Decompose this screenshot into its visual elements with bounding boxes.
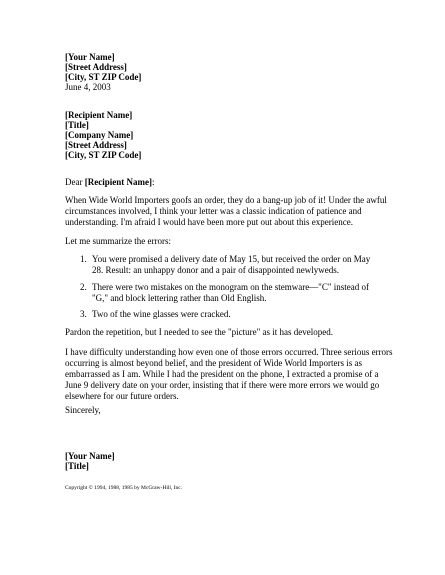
body-paragraph-1: When Wide World Importers goofs an order, they do a bang-up job of it! Under the awful circumstances involved, I think your letter was a classic indication of patience and understanding. I'm afraid I would have been more put out about this experience.: [65, 195, 387, 227]
salutation-suffix: :: [151, 177, 155, 187]
signature-name[interactable]: [Your Name]: [65, 451, 115, 461]
salutation-prefix: Dear: [65, 177, 85, 187]
recipient-name[interactable]: [Recipient Name]: [65, 110, 133, 120]
list-item-number: 1.: [80, 254, 87, 264]
salutation-recipient-name[interactable]: [Recipient Name]: [84, 177, 152, 187]
letter-date: June 4, 2003: [65, 82, 111, 92]
recipient-city[interactable]: [City, ST ZIP Code]: [65, 150, 142, 160]
signature-title[interactable]: [Title]: [65, 461, 89, 471]
list-item-text: You were promised a delivery date of May 15, but received the order on May 28. Result: an unhappy donor and a pair of disappointed newlyweds.: [92, 254, 371, 275]
list-item-number: 2.: [80, 282, 87, 292]
list-item-number: 3.: [80, 309, 87, 319]
salutation: [65, 177, 155, 187]
recipient-title[interactable]: [Title]: [65, 120, 89, 130]
sender-name[interactable]: [Your Name]: [65, 52, 115, 62]
list-item-text: Two of the wine glasses were cracked.: [92, 309, 231, 319]
closing: Sincerely,: [65, 405, 101, 415]
recipient-company[interactable]: [Company Name]: [65, 130, 134, 140]
recipient-street[interactable]: [Street Address]: [65, 140, 127, 150]
body-paragraph-3: Pardon the repetition, but I needed to see the "picture" as it has developed.: [65, 327, 334, 337]
sender-street[interactable]: [Street Address]: [65, 62, 127, 72]
copyright-notice: Copyright © 1994, 1988, 1985 by McGraw-Hill, Inc.: [65, 485, 183, 491]
body-paragraph-2: Let me summarize the errors:: [65, 236, 171, 246]
body-paragraph-4: I have difficulty understanding how even one of those errors occurred. Three serious errors occurring is almost beyond belief, and the president of Wide World Importers is as embarrassed as I am. While I had the president on the phone, I extracted a promise of a June 9 delivery date on your order, insisting that if there were more errors we would go elsewhere for our future orders.: [65, 347, 393, 401]
sender-city[interactable]: [City, ST ZIP Code]: [65, 72, 142, 82]
list-item-text: There were two mistakes on the monogram on the stemware—"C" instead of "G," and block lettering rather than Old English.: [92, 282, 370, 303]
